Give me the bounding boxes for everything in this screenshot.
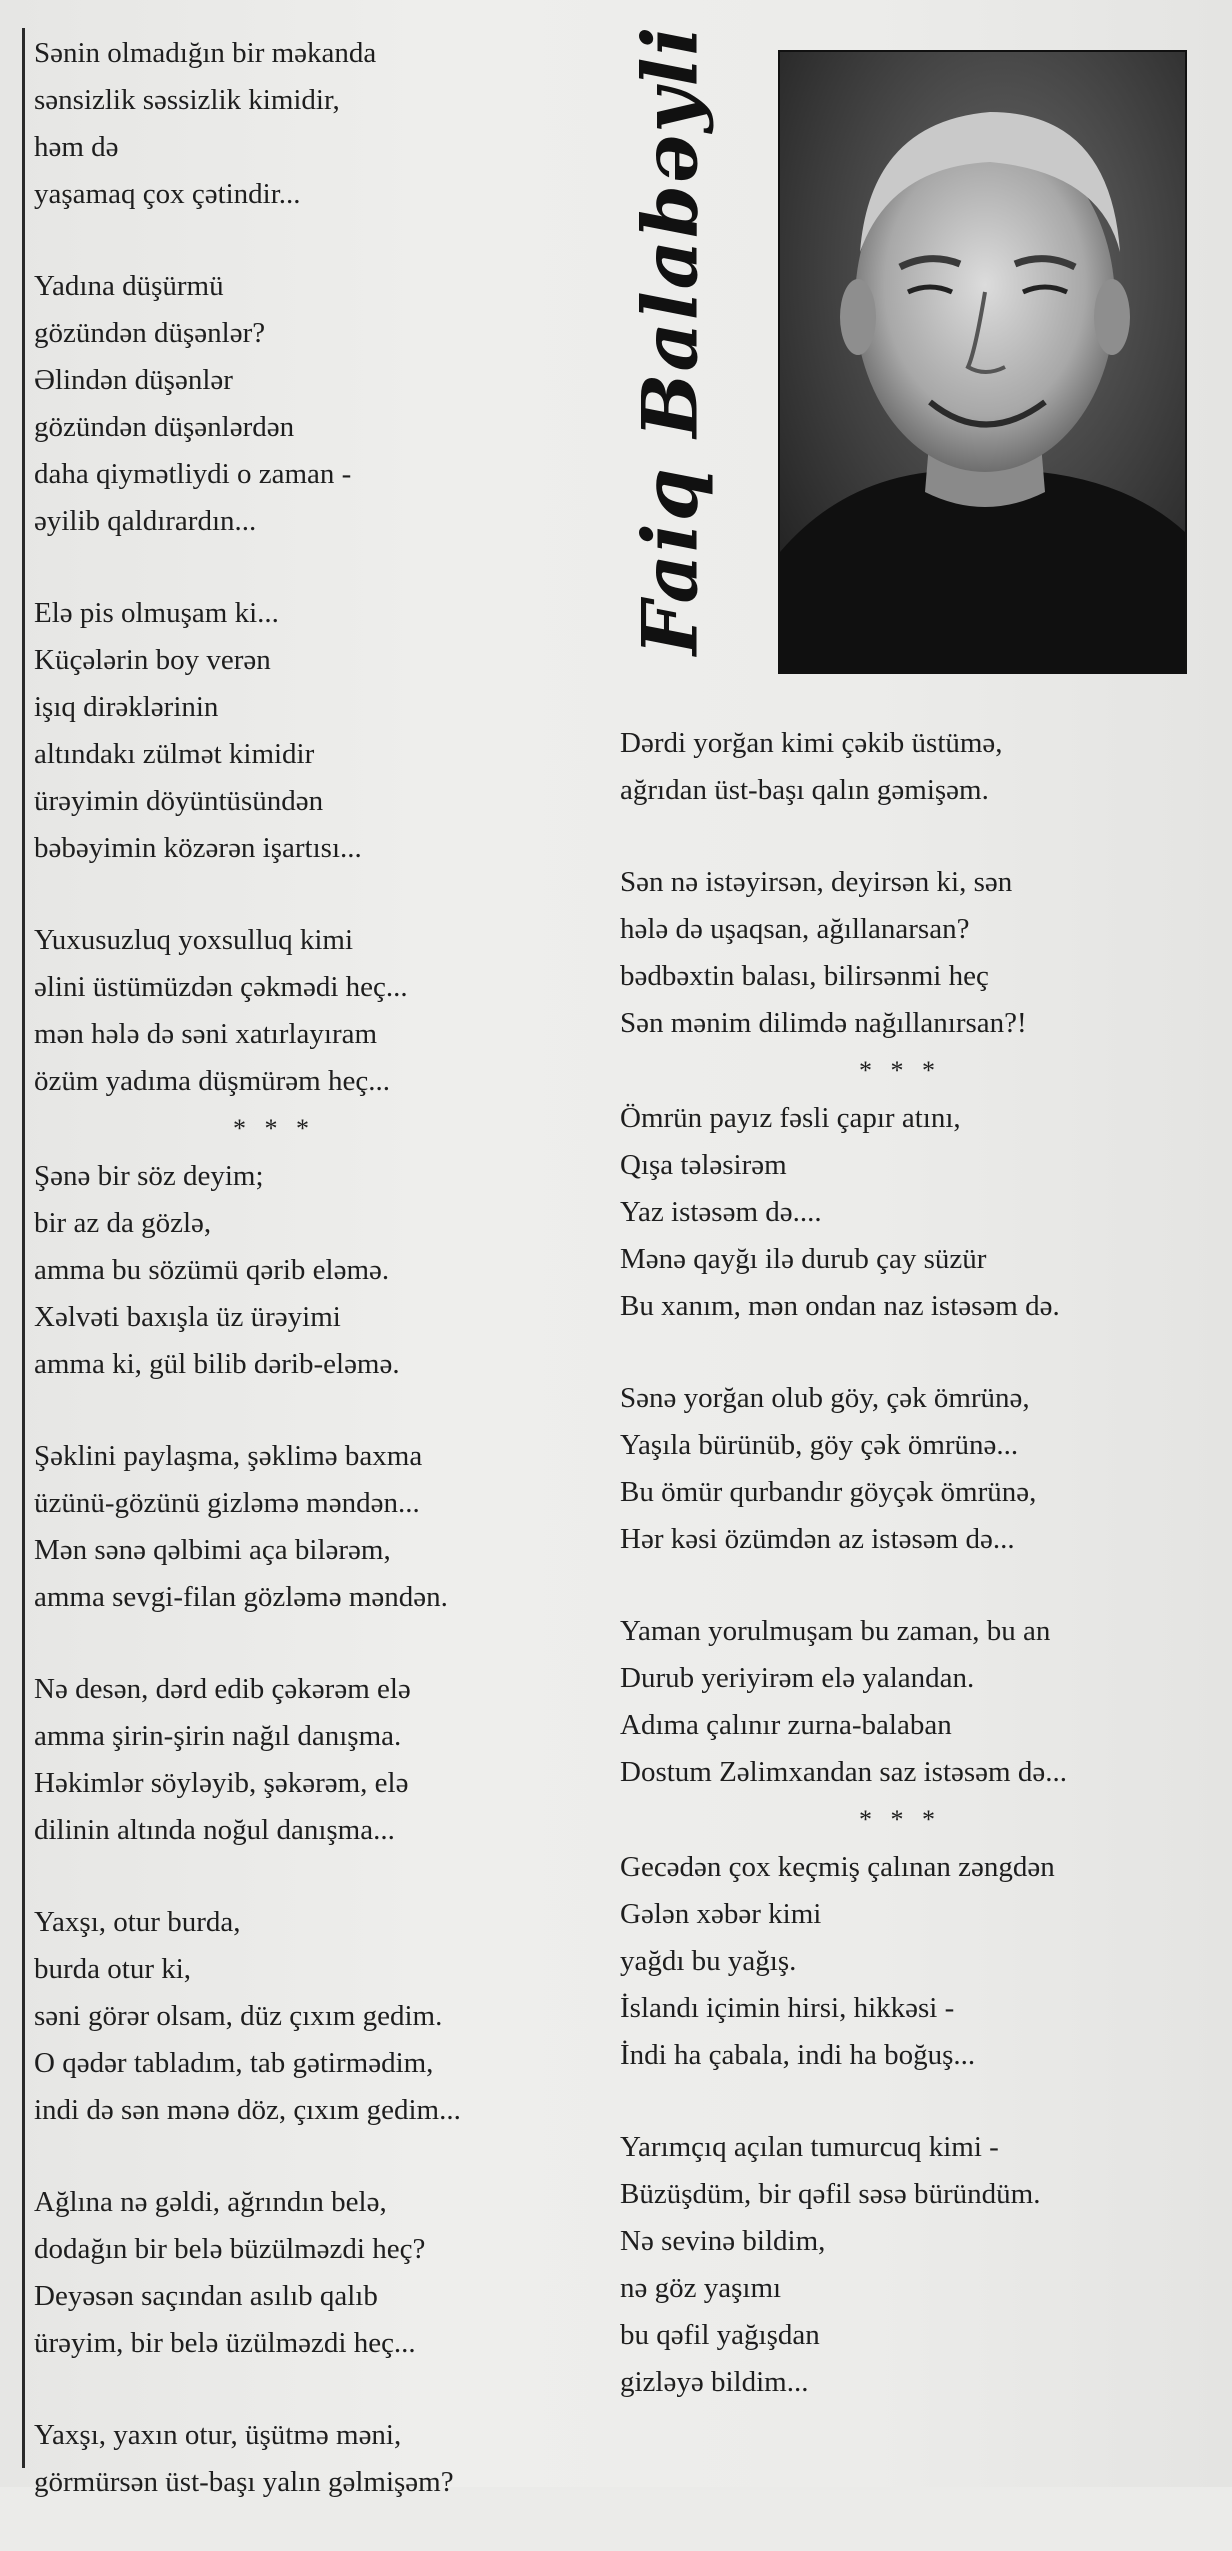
poem-stanza — [620, 1844, 1220, 2079]
poem-line: Nə desən, dərd edib çəkərəm elə — [34, 1673, 411, 1705]
section-separator: * * * — [859, 1805, 941, 1834]
poem-line: Mənə qayğı ilə durub çay süzür — [620, 1243, 987, 1275]
poem-line: Sənin olmadığın bir məkanda — [34, 37, 377, 69]
poem-stanza — [34, 2179, 594, 2367]
poem-line: Şənə bir söz deyim; — [34, 1160, 264, 1192]
author-photo — [778, 50, 1187, 674]
poem-line: indi də sən mənə döz, çıxım gedim... — [34, 2094, 461, 2126]
poem-line: yağdı bu yağış. — [620, 1945, 797, 1977]
poem-line: Yarımçıq açılan tumurcuq kimi - — [620, 2131, 999, 2163]
vertical-rule — [22, 28, 25, 2468]
poem-line: bədbəxtin balası, bilirsənmi heç — [620, 960, 989, 992]
poem-line: Yaxşı, otur burda, — [34, 1906, 241, 1938]
section-separator: * * * — [233, 1114, 315, 1143]
poem-line: Qışa tələsirəm — [620, 1149, 787, 1181]
poem-line: Nə sevinə bildim, — [620, 2225, 826, 2257]
portrait-image — [780, 52, 1185, 672]
poem-stanza — [34, 1433, 594, 1621]
poem-line: hələ də uşaqsan, ağıllanarsan? — [620, 913, 970, 945]
poem-line: mən hələ də səni xatırlayıram — [34, 1018, 378, 1050]
poem-stanza — [34, 1153, 594, 1388]
poem-line: gizləyə bildim... — [620, 2366, 809, 2398]
poem-line: burda otur ki, — [34, 1953, 192, 1985]
poem-line: əyilib qaldırardın... — [34, 505, 257, 537]
poem-stanza — [620, 1375, 1220, 1563]
poem-line: səni görər olsam, düz çıxım gedim. — [34, 2000, 443, 2032]
poem-line: Bu ömür qurbandır göyçək ömrünə, — [620, 1476, 1037, 1508]
poem-stanza — [620, 720, 1220, 814]
poem-line: İndi ha çabala, indi ha boğuş... — [620, 2039, 976, 2071]
author-block — [600, 24, 740, 656]
poem-stanza — [34, 2412, 594, 2506]
poem-line: əlini üstümüzdən çəkmədi heç... — [34, 971, 408, 1003]
poem-line: gözündən düşənlər? — [34, 317, 266, 349]
poem-stanza — [34, 1666, 594, 1854]
poem-line: üzünü-gözünü gizləmə məndən... — [34, 1487, 420, 1519]
poem-line: bəbəyimin közərən işartısı... — [34, 832, 362, 864]
poem-line: Yuxusuzluq yoxsulluq kimi — [34, 924, 354, 956]
poem-line: bir az da gözlə, — [34, 1207, 212, 1239]
poem-line: Sən mənim dilimdə nağıllanırsan?! — [620, 1007, 1027, 1039]
poem-line: daha qiymətliydi o zaman - — [34, 458, 352, 490]
poem-line: Ağlına nə gəldi, ağrındın belə, — [34, 2186, 387, 2218]
poem-line: görmürsən üst-başı yalın gəlmişəm? — [34, 2466, 454, 2498]
poem-line: O qədər tabladım, tab gətirmədim, — [34, 2047, 434, 2079]
poem-stanza — [620, 2124, 1220, 2406]
poem-line: Durub yeriyirəm elə yalandan. — [620, 1662, 975, 1694]
poem-line: Yaz istəsəm də.... — [620, 1196, 822, 1228]
poem-line: Hər kəsi özümdən az istəsəm də... — [620, 1523, 1015, 1555]
poem-line: altındakı zülmət kimidir — [34, 738, 315, 770]
poem-line: ürəyim, bir belə üzülməzdi heç... — [34, 2327, 416, 2359]
poem-line: bu qəfil yağışdan — [620, 2319, 820, 2351]
poem-line: nə göz yaşımı — [620, 2272, 782, 2304]
section-separator: * * * — [859, 1056, 941, 1085]
poem-stanza — [34, 1899, 594, 2134]
poem-line: Xəlvəti baxışla üz ürəyimi — [34, 1301, 341, 1333]
poem-line: Yaman yorulmuşam bu zaman, bu an — [620, 1615, 1051, 1647]
poem-line: Dərdi yorğan kimi çəkib üstümə, — [620, 727, 1003, 759]
poem-stanza — [620, 1608, 1220, 1796]
poem-line: Dostum Zəlimxandan saz istəsəm də... — [620, 1756, 1067, 1788]
poem-stanza — [34, 590, 594, 872]
poem-line: Bu xanım, mən ondan naz istəsəm də. — [620, 1290, 1060, 1322]
poem-line: Elə pis olmuşam ki... — [34, 597, 279, 629]
poem-stanza — [34, 30, 594, 218]
poem-line: həm də — [34, 131, 119, 163]
right-column — [620, 720, 1220, 2451]
poem-line: Əlindən düşənlər — [34, 364, 233, 396]
poem-line: Yaşıla bürünüb, göy çək ömrünə... — [620, 1429, 1019, 1461]
poem-stanza — [620, 1095, 1220, 1330]
poem-line: Gecədən çox keçmiş çalınan zəngdən — [620, 1851, 1055, 1883]
poem-line: sənsizlik səssizlik kimidir, — [34, 84, 340, 116]
poem-line: Ömrün payız fəsli çapır atını, — [620, 1102, 961, 1134]
poem-line: Büzüşdüm, bir qəfil səsə büründüm. — [620, 2178, 1041, 2210]
poem-line: Mən sənə qəlbimi aça bilərəm, — [34, 1534, 391, 1566]
poem-line: amma ki, gül bilib dərib-eləmə. — [34, 1348, 400, 1380]
poem-line: Adıma çalınır zurna-balaban — [620, 1709, 952, 1741]
poem-line: dodağın bir belə büzülməzdi heç? — [34, 2233, 426, 2265]
poem-line: Yaxşı, yaxın otur, üşütmə məni, — [34, 2419, 402, 2451]
poem-line: özüm yadıma düşmürəm heç... — [34, 1065, 390, 1097]
poem-line: dilinin altında noğul danışma... — [34, 1814, 395, 1846]
poem-line: gözündən düşənlərdən — [34, 411, 295, 443]
left-column — [34, 30, 594, 2551]
poem-stanza — [34, 917, 594, 1105]
poem-line: ağrıdan üst-başı qalın gəmişəm. — [620, 774, 989, 806]
poem-line: ürəyimin döyüntüsündən — [34, 785, 324, 817]
poem-line: Sənə yorğan olub göy, çək ömrünə, — [620, 1382, 1030, 1414]
poem-line: Həkimlər söyləyib, şəkərəm, elə — [34, 1767, 409, 1799]
poem-line: yaşamaq çox çətindir... — [34, 178, 301, 210]
poem-line: Gələn xəbər kimi — [620, 1898, 822, 1930]
poem-line: amma bu sözümü qərib eləmə. — [34, 1254, 390, 1286]
poem-line: amma sevgi-filan gözləmə məndən. — [34, 1581, 448, 1613]
poem-stanza — [34, 263, 594, 545]
poem-line: Deyəsən saçından asılıb qalıb — [34, 2280, 378, 2312]
poem-stanza — [620, 859, 1220, 1047]
poem-line: Sən nə istəyirsən, deyirsən ki, sən — [620, 866, 1013, 898]
poem-line: Küçələrin boy verən — [34, 644, 271, 676]
poem-line: Şəklini paylaşma, şəklimə baxma — [34, 1440, 423, 1472]
poem-line: İslandı içimin hirsi, hikkəsi - — [620, 1992, 955, 2024]
poem-line: Yadına düşürmü — [34, 270, 224, 302]
poem-line: işıq dirəklərinin — [34, 691, 219, 723]
poem-line: amma şirin-şirin nağıl danışma. — [34, 1720, 402, 1752]
author-name: Faiq Balabəyli — [625, 24, 715, 656]
